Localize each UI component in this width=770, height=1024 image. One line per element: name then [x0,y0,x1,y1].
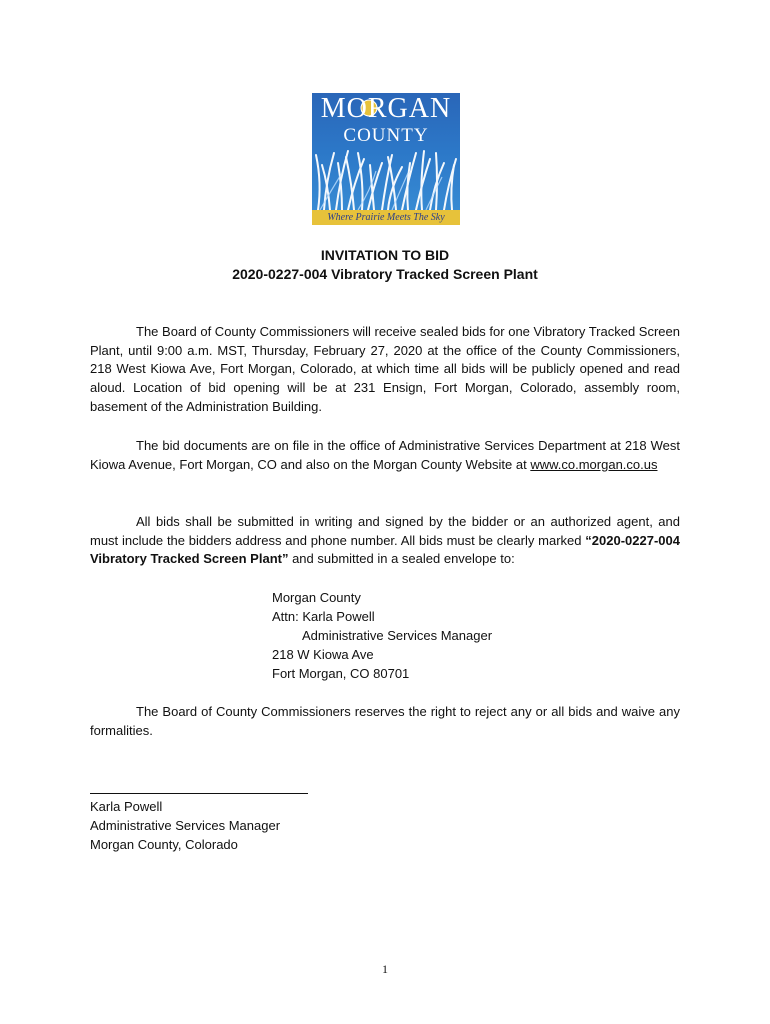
paragraph-text: The Board of County Commissioners reserves the right to reject any or all bids and waive any formalities. [90,704,680,738]
page-number: 1 [382,962,388,976]
signer-organization: Morgan County, Colorado [90,837,238,852]
logo-word-county: COUNTY [343,125,429,146]
logo-word-morgan: MORGAN [320,93,452,124]
signer-name: Karla Powell [90,799,163,814]
signature-block [90,797,390,854]
paragraph-text-tail: and submitted in a sealed envelope to: [288,551,515,567]
signer-title: Administrative Services Manager [90,818,281,833]
paragraph-bid-deadline [90,323,680,417]
county-website-link[interactable]: www.co.morgan.co.us [530,456,658,472]
address-line: Morgan County [272,590,361,605]
address-line: Administrative Services Manager [302,628,493,643]
paragraph-text: All bids shall be submitted in writing and signed by the bidder or an authorized agent, and must include the bidders address and phone number. All bids must be clearly marked [90,514,680,548]
morgan-county-logo [312,93,460,225]
paragraph-bid-documents [90,437,680,474]
logo-tagline: Where Prairie Meets The Sky [312,210,460,225]
signature-line [90,793,308,794]
paragraph-submission-rules [90,513,680,569]
paragraph-text: The bid documents are on file in the office of Administrative Services Department at 218 West Kiowa Avenue, Fort Morgan, CO and also on the Morgan County Website at [90,438,680,472]
address-line: Attn: Karla Powell [272,609,375,624]
mailing-address [272,588,592,683]
document-title: INVITATION TO BID [320,247,450,263]
bid-number-title: 2020-0227-004 Vibratory Tracked Screen Plant [232,266,538,282]
paragraph-reservation [90,703,680,740]
paragraph-text: The Board of County Commissioners will receive sealed bids for one Vibratory Tracked Screen Plant, until 9:00 a.m. MST, Thursday, February 27, 2020 at the office of the County Commissioners, 218 West Kiowa Ave, Fort Morgan, Colorado, at which time all bids will be publicly opened and read aloud. Location of bid opening will be at 231 Ensign, Fort Morgan, Colorado, assembly room, basement of the Administration Building. [90,324,680,414]
bid-marking-label: “2020-0227-004 Vibratory Tracked Screen Plant” [90,532,680,567]
address-line: Fort Morgan, CO 80701 [272,666,410,681]
address-line: 218 W Kiowa Ave [272,647,374,662]
